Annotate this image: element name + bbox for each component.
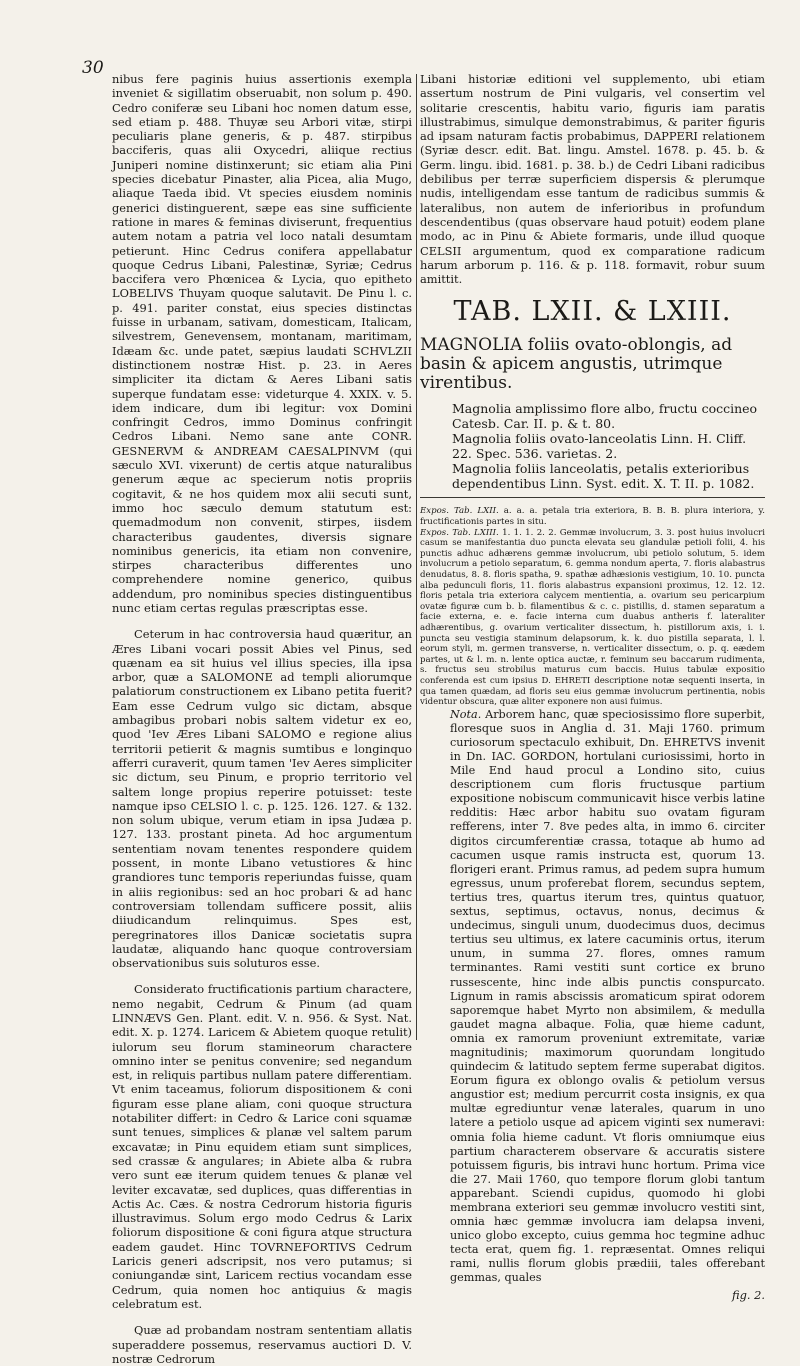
nota-text: Arborem hanc, quæ speciosissimo flore superbit, floresque suos in Anglia d. 31. Maji 1760. primum curiosorum spectaculo exhibuit, Dn. EHRETVS invenit in Dn. IAC. GORDON, hortulani curiosissimi, horto in Mile End haud procul a Londino sito, cuius descriptionem cum floris fructusque partium expositione nobiscum communicavit hisce verbis latine redditis: Hæc arbor habitu suo ovatam figuram refferens, inter 7. 8ve pedes alta, in immo 6. circiter digitos circumferentiæ crassa, totaque ab humo ad cacumen usque ramis instructa est, quorum 13. florigeri erant. Primus ramus, ad pedem supra humum egressus, unum proferebat florem, secundus septem, tertius tres, quartus iterum tres, quintus quatuor, sextus, septimus, octavus, nonus, decimus & undecimus, singuli unum, duodecimus duos, decimus tertius seu ultimus, ex latere cacuminis ortus, iterum unum, in summa 27. flores, omnes ramum terminantes. Rami vestiti sunt cortice ex bruno russescente, hinc inde albis punctis conspurcato. Lignum in ramis abscissis aromaticum spirat odorem saporemque habet Myrto non absimilem, & medulla gaudet magna albaque. Folia, quæ hieme cadunt, omnia ex ramorum proveniunt extremitate, variæ magnitudinis; maximorum quorundam longitudo quindecim & latitudo septem ferme superabat digitos. Eorum figura ex oblongo ovalis & petiolum versus angustior est; medium percurrit costa insignis, ex qua multæ egrediuntur venæ laterales, quarum in uno latere a petiolo usque ad apicem viginti sex numeravi: omnia folia hieme cadunt. Vt floris omniumque eius partium characterem observare & accuratis sistere potuissem figuris, bis intravi hunc hortum. Prima vice die 27. Maii 1760, quo tempore florum globi tantum apparebant. Sciendi cupidus, quomodo hi globi membrana exteriori seu gemmæ involucro vestiti sint, omnia hæc gemmæ involucra iam delapsa inveni, unico globo excepto, cuius gemma hoc tegmine adhuc tecta erat, quem fig. 1. repræsentat. Omnes reliqui rami, nullis florum globis prædiii, tales offerebant gemmas, quales <box>450 707 766 1285</box>
right-column <box>420 72 765 1302</box>
species-heading: MAGNOLIA foliis ovato-oblongis, ad basin & apicem angustis, utrimque virentibus. <box>420 335 733 394</box>
catchword: fig. 2. <box>732 1287 765 1302</box>
synonym: Magnolia foliis lanceolatis, petalis exterioribus dependentibus Linn. Syst. edit. X. T. II. p. 1082. <box>452 461 755 492</box>
column-divider <box>416 74 417 1040</box>
page-number: 30 <box>82 58 104 78</box>
plate-explanation <box>420 506 765 527</box>
plate-explanation-label: Expos. Tab. LXIII. <box>420 527 499 538</box>
section-rule <box>420 497 765 498</box>
left-column <box>112 72 412 1366</box>
paragraph: Ceterum in hac controversia haud quæritur, an Æres Libani vocari possit Abies vel Pinus, sed quænam ea sit huius vel illius species, illa ipsa arbor, quæ a SALOMONE ad templi aliorumque palatiorum constructionem ex Libano petita fuerit? Eam esse Cedrum vulgo sic dictam, absque ambagibus probari nobis saltem videtur ex eo, quod 'Iev Æres Libani SALOMO e regione alius territorii petierit & magnis sumtibus e longinquo afferri curaverit, quum tamen 'Iev Aeres simpliciter sic dictum, seu Pinum, e proprio territorio vel saltem longe propius reperire potuisset: teste namque ipso CELSIO l. c. p. 125. 126. 127. & 132. non solum ubique, verum etiam in ipsa Judæa p. 127. 133. prostant pineta. Ad hoc argumentum sententiam novam tenentes respondere quidem possent, in monte Libano vetustiores & hinc grandiores tunc temporis reperiundas fuisse, quam in aliis regionibus: sed an hoc probari & ad hanc controversiam tollendam sufficere possit, aliis diiudicandum relinquimus. Spes est, peregrinatores illos Danicæ societatis supra laudatæ, aliquando hanc quoque controversiam observationibus suis soluturos esse. <box>112 627 412 971</box>
plate-explanation <box>420 528 765 708</box>
paragraph: Considerato fructificationis partium charactere, nemo negabit, Cedrum & Pinum (ad quam LINNÆVS Gen. Plant. edit. V. n. 956. & Syst. Nat. edit. X. p. 1274. Laricem & Abietem quoque retulit) iulorum seu florum stamineorum charactere omnino inter se penitus convenire; sed negandum est, in reliquis partibus nullam patere differentiam. Vt enim taceamus, foliorum dispositionem & coni figuram esse plane aliam, coni quoque structura notabiliter differt: in Cedro & Larice coni squamæ sunt tenues, simplices & planæ vel saltem parum excavatæ; in Pinu equidem etiam sunt simplices, sed crassæ & angulares; in Abiete alba & rubra vero sunt eæ iterum quidem tenues & planæ vel leviter excavatæ, sed duplices, quas differentias in Actis Ac. Cæs. & nostra Cedrorum historia figuris illustravimus. Solum ergo modo Cedrus & Larix foliorum dispositione & coni figura atque structura eadem gaudet. Hinc TOVRNEFORTIVS Cedrum Laricis generi adscripsit, nos vero putamus; si coniungandæ sint, Laricem rectius vocandam esse Cedrum, quia nomen hoc antiquius & magis celebratum est. <box>112 982 412 1311</box>
paragraph: Libani historiæ editioni vel supplemento, ubi etiam assertum nostrum de Pini vulgaris, vel consertim vel solitarie crescentis, habitu vario, figuris iam paratis illustrabimus, simulque demonstrabimus, & pariter figuris ad ipsam naturam factis probabimus, DAPPERI relationem (Syriæ descr. edit. Bat. lingu. Amstel. 1678. p. 45. b. & Germ. lingu. ibid. 1681. p. 38. b.) de Cedri Libani radicibus debilibus per terræ superficiem dispersis & plerumque nudis, intelligendam esse tantum de radicibus summis & lateralibus, non autem de inferioribus in profundum descendentibus (quas observare haud potuit) eodem plane modo, ac in Pinu & Abiete formaris, unde illud quoque CELSII argumentum, quod ex comparatione radicum harum arborum p. 116. & p. 118. formavit, robur suum amittit. <box>420 72 765 287</box>
synonym: Magnolia amplissimo flore albo, fructu coccineo Catesb. Car. II. p. & t. 80. <box>452 401 758 432</box>
plate-title: TAB. LXII. & LXIII. <box>453 296 732 328</box>
plate-explanation-text: 1. 1. 1. 2. 2. Gemmæ involucrum, 3. 3. post huius involucri casum se manifestantia duo puncta elevata seu glandulæ petioli folii, 4. his punctis adhuc adhærens gemmæ involucrum, ubi petiolo solutum, 5. idem involucrum a petiolo separatum, 6. gemma nondum aperta, 7. floris alabastrus denudatus, 8. 8. floris spatha, 9. spathæ adhæsionis vestigium, 10. 10. puncta alba pedunculi floris, 11. floris alabastrus expansioni proximus, 12. 12. 12. floris petala tria exteriora calycem mentientia, a. ovarium seu pericarpium ovatæ figuræ cum b. b. filamentibus & c. c. pistillis, d. stamen separatum a facie externa, e. e. facie interna cum duabus antheris f. lateraliter adhærentibus, g. ovarium verticaliter dissectum, h. pistillorum axis, i. i. puncta seu vestigia staminum delapsorum, k. k. duo pistilla separata, l. l. eorum styli, m. germen transverse, n. verticaliter dissectum, o. p. q. eædem partes, ut & l. m. n. lente optica auctæ, r. feminum seu baccarum rudimenta, s. fructus seu strobilus maturus cum baccis. Huius tabulæ expositio conferenda est cum ipsius D. EHRETI descriptione notæ sequenti inserta, in qua tamen quædam, ad floris seu eius gemmæ involucrum pertinentia, nobis videntur obscura, quæ aliter exponere non ausi fuimus. <box>420 527 765 708</box>
nota-label: Nota. <box>450 707 482 721</box>
nota-paragraph <box>420 708 765 1286</box>
paragraph: nibus fere paginis huius assertionis exempla inveniet & sigillatim obseruabit, non solum p. 490. Cedro coniferæ seu Libani hoc nomen datum esse, sed etiam p. 488. Thuyæ seu Arbori vitæ, stirpi peculiaris plane generis, & p. 487. stirpibus bacciferis, quas alii Oxycedri, aliique rectius Juniperi nomine distinxerunt; sic etiam alia Pini species dicebatur Pinaster, alia Picea, alia Mugo, aliaque Taeda ibid. Vt species eiusdem nominis generici distinguerent, sæpe eas sine sufficiente ratione in mares & feminas diviserunt, frequentius autem notam a patria vel loco natali desumtam petierunt. Hinc Cedrus conifera appellabatur quoque Cedrus Libani, Palestinæ, Syriæ; Cedrus baccifera vero Phœnicea & Lycia, quo epitheto LOBELIVS Thuyam quoque salutavit. De Pinu l. c. p. 491. pariter constat, eius species distinctas fuisse in urbanam, sativam, domesticam, Italicam, silvestrem, Genevensem, montanam, maritimam, Idæam &c. unde patet, sæpius laudati SCHVLZII distinctionem nostræ Hist. p. 23. in Aeres simpliciter ita dictam & Aeres Libani satis superque fundatam esse: videturque 4. XXIX. v. 5. idem indicare, dum ibi legitur: vox Domini confringit Cedros, immo Dominus confringit Cedros Libani. Nemo sane ante CONR. GESNERVM & ANDREAM CAESALPINVM (qui sæculo XVI. vixerunt) de certis atque naturalibus generum æque ac specierum notis propriis cogitavit, & ne hos quidem mox alii secuti sunt, immo hoc sæculo demum statutum est: quemadmodum non convenit, stirpes, iisdem characteribus gaudentes, diversis signare nominibus genericis, ita etiam non convenire, stirpes characteribus differentes uno comprehendere nomine generico, quibus addendum, pro nominibus species distinguentibus nunc etiam certas regulas præscriptas esse. <box>112 72 412 615</box>
synonym: Magnolia foliis ovato-lanceolatis Linn. H. Cliff. 22. Spec. 536. varietas. 2. <box>452 431 747 462</box>
plate-explanation-label: Expos. Tab. LXII. <box>420 506 499 517</box>
plate-explanation-text: a. a. a. petala tria exteriora, B. B. B. plura interiora, y. fructificationis partes in situ. <box>420 506 766 528</box>
paragraph: Quæ ad probandam nostram sententiam allatis superaddere possemus, reservamus auctiori D. V. nostræ Cedrorum <box>112 1323 412 1366</box>
